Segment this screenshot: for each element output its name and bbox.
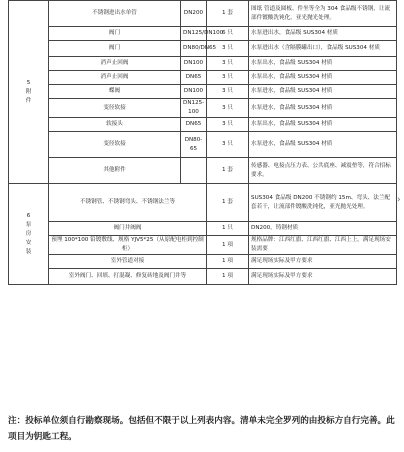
item-qty: 3 只: [207, 71, 249, 85]
footer-note: 注：投标单位须自行勘察现场。包括但不限于以上列表内容。清单未完全罗列的由投标方自行完善。此项目为钥匙工程。: [8, 416, 395, 442]
item-desc: 水泵进出水（含隔膜罐出口），食品级 SUS304 材质: [249, 41, 397, 57]
section-6-label-l2: 房: [25, 230, 32, 237]
item-desc: 水泵进水，食品级 SUS304 材质: [249, 85, 397, 99]
table-row: [9, 184, 397, 222]
item-name: 室外阀门、回填、打混凝、修复砖地及阀门井等: [49, 269, 207, 285]
item-desc: 水泵出水，食品级 SUS304 材质: [249, 57, 397, 71]
item-name: 变径软接: [49, 132, 181, 158]
item-qty: 3 只: [207, 41, 249, 57]
table-row: [9, 158, 397, 184]
item-qty: 3 只: [207, 118, 249, 132]
table-row: [9, 99, 397, 118]
item-desc: 水泵进出水，食品级 SUS304 材质: [249, 27, 397, 41]
item-qty: 1 项: [207, 269, 249, 285]
section-5-label-l2: 件: [25, 97, 32, 104]
item-qty: 1 只: [207, 222, 249, 236]
item-name: 不锈钢进出水单管: [49, 1, 181, 27]
item-desc: SUS304 食品级 DN200 不锈钢约 15m、弯头、法兰配套若干，让流部件镀酸洗钝化，亚光抛光处理。: [249, 184, 397, 222]
item-name: 预埋 100*100 铅镀敷线、规格 YJV5*25（从原配电柜到控制柜）: [49, 236, 207, 255]
table-row: [9, 85, 397, 99]
item-qty: 1 套: [207, 1, 249, 27]
item-spec: DN65: [181, 71, 207, 85]
section-6-label-l1: 泵: [25, 221, 32, 228]
table-row: [9, 71, 397, 85]
item-desc: DN200，铸钢材质: [249, 222, 397, 236]
table-row: [9, 27, 397, 41]
item-spec: DN65: [181, 118, 207, 132]
table-row: [9, 222, 397, 236]
item-spec: DN100: [181, 85, 207, 99]
item-name: 蝶阀: [49, 85, 181, 99]
item-name: 消声止回阀: [49, 71, 181, 85]
item-name: 阀门: [49, 27, 181, 41]
chevron-right-icon: ›: [397, 195, 401, 205]
section-5-label-num: 5: [26, 79, 31, 86]
item-qty: 3 只: [207, 85, 249, 99]
item-desc: 水泵出水，食品级 SUS304 材质: [249, 71, 397, 85]
item-spec: DN80/DN65: [181, 41, 207, 57]
item-spec: [181, 158, 207, 184]
item-qty: 3 只: [207, 57, 249, 71]
section-5-label: [9, 1, 49, 184]
item-desc: 传感器、电接点压力表、公共底座、减震垫等，符合招标要求。: [249, 158, 397, 184]
item-name: 不锈钢管、不锈钢弯头、不锈钢法兰等: [49, 184, 207, 222]
table-row: [9, 255, 397, 269]
item-spec: DN125/DN100: [181, 27, 207, 41]
item-qty: 3 只: [207, 132, 249, 158]
item-qty: 1 套: [207, 158, 249, 184]
item-desc: 水泵进水，食品级 SUS304 材质: [249, 132, 397, 158]
item-desc: 规格品牌：江西红旗、江西红旗、江西上上。满足现场安装需要: [249, 236, 397, 255]
scroll-indicator[interactable]: [398, 190, 404, 216]
item-desc: 满足现场实际及甲方要求: [249, 255, 397, 269]
item-name: 阀门: [49, 41, 181, 57]
item-desc: 水泵进水，食品级 SUS304 材质: [249, 99, 397, 118]
table-row: [9, 57, 397, 71]
item-spec: DN200: [181, 1, 207, 27]
item-spec: DN100: [181, 57, 207, 71]
section-6-label: [9, 184, 49, 285]
item-name: 阀门井阀阀: [49, 222, 207, 236]
table-row: [9, 269, 397, 285]
table-row: [9, 41, 397, 57]
item-qty: 1 套: [207, 184, 249, 222]
item-name: 变径软接: [49, 99, 181, 118]
table-row: [9, 236, 397, 255]
section-6-label-num: 6: [26, 212, 31, 219]
item-name: 其他附件: [49, 158, 181, 184]
table-row: [9, 1, 397, 27]
table-row: [9, 118, 397, 132]
table-row: [9, 132, 397, 158]
item-qty: 6 只: [207, 27, 249, 41]
section-6-label-l4: 装: [25, 248, 32, 255]
item-desc: 满足现场实际及甲方要求: [249, 269, 397, 285]
item-name: 消声止回阀: [49, 57, 181, 71]
equipment-table: [8, 0, 397, 285]
item-desc: 水泵出水，食品级 SUS304 材质: [249, 118, 397, 132]
section-6-label-l3: 安: [25, 239, 32, 246]
item-qty: 3 只: [207, 99, 249, 118]
item-name: 软接头: [49, 118, 181, 132]
item-desc: 图纸 管道及圆板、件坐等全为 304 食品级不锈钢，让流部件镀酸洗钝化，亚光抛光处理。: [249, 1, 397, 27]
section-5-label-l1: 附: [25, 88, 32, 95]
item-spec: DN125-100: [181, 99, 207, 118]
item-name: 室外管道对接: [49, 255, 207, 269]
item-qty: 1 项: [207, 236, 249, 255]
item-qty: 1 项: [207, 255, 249, 269]
item-spec: DN80-65: [181, 132, 207, 158]
